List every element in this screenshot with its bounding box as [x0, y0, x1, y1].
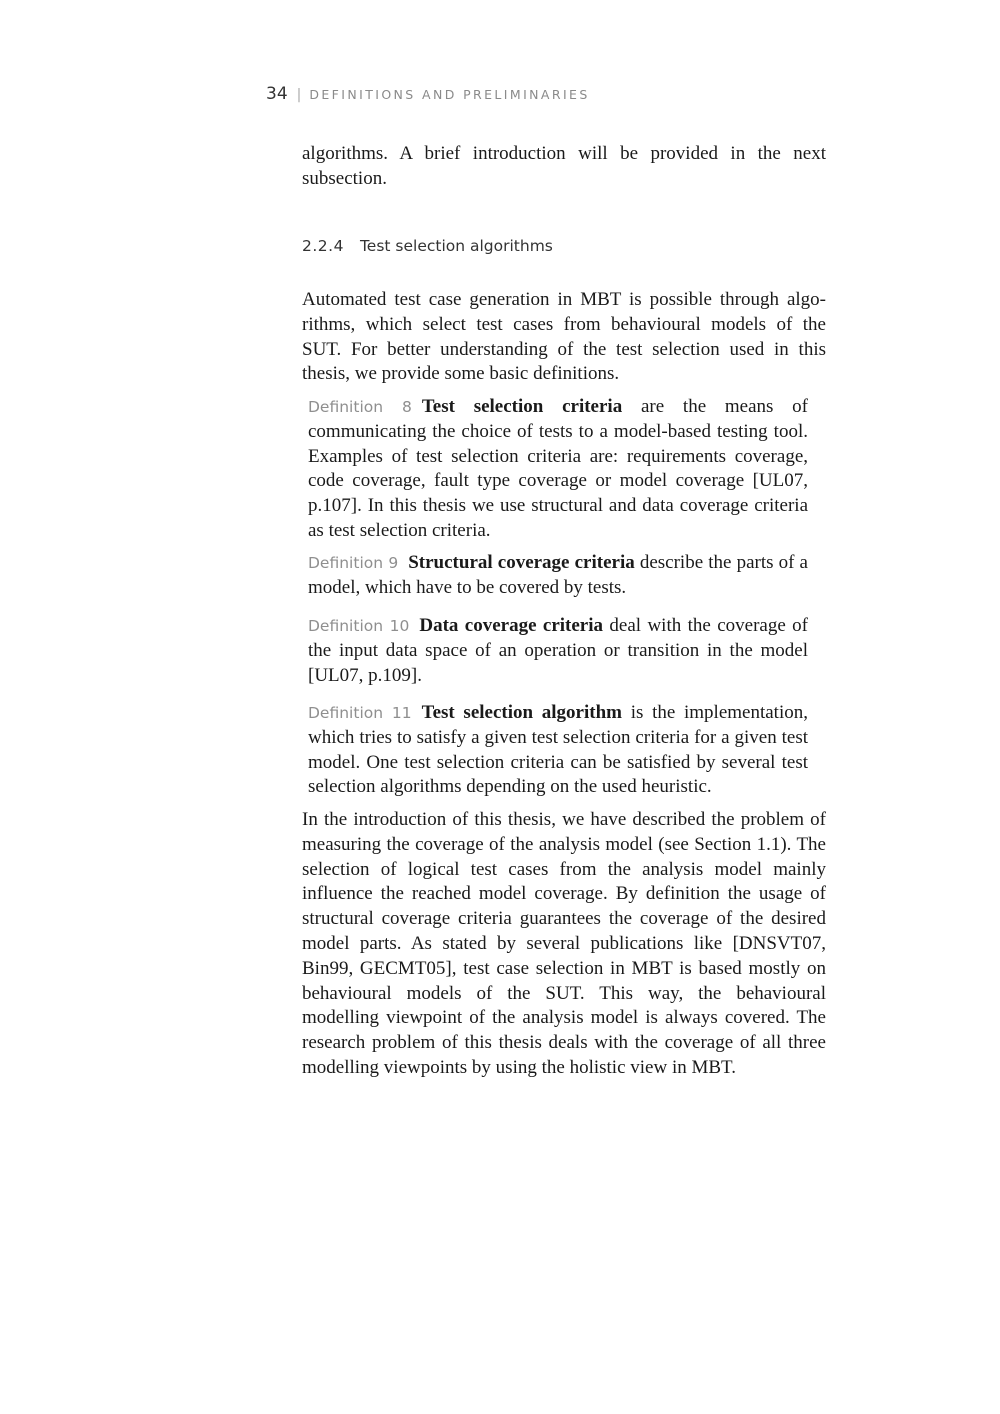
definition-term: Structural coverage criteria [408, 552, 635, 573]
header-separator: | [296, 87, 302, 103]
section-title: Test selection algorithms [359, 237, 553, 255]
definition-8 [308, 395, 808, 544]
definition-term: Data coverage criteria [419, 615, 604, 636]
definition-text: describe the parts of a model, which have to be covered by tests. [308, 552, 808, 598]
definition-text: deal with the coverage of the input data space of an operation or transition in the model [UL07, p.109]. [308, 615, 808, 686]
section-number: 2.2.4 [302, 237, 344, 255]
section-intro-line-4: thesis, we provide some basic definitions. [302, 363, 620, 385]
definition-label: Definition 8 [308, 398, 412, 416]
definition-term: Test selection criteria [421, 396, 623, 417]
section-intro-line-2: rithms, which select test cases from behavioural models of the [302, 313, 826, 335]
definition-10 [308, 614, 808, 688]
intro-line-1: algorithms. A brief introduction will be provided in the next [302, 143, 826, 164]
section-intro-line-1: Automated test case generation in MBT is possible through algo- [302, 289, 826, 310]
section-intro-paragraph [302, 288, 826, 387]
running-header [266, 84, 590, 104]
intro-line-2: subsection. [302, 167, 387, 189]
page-number: 34 [266, 84, 288, 104]
section-heading [302, 237, 553, 255]
closing-paragraph [302, 808, 826, 1081]
definition-9 [308, 551, 808, 601]
closing-paragraph-text: In the introduction of this thesis, we have described the problem of measuring the coverage of the analysis model (see Section 1.1). The selection of logical test cases from the analysis model mainly influence the reached model coverage. By definition the usage of structural coverage criteria guarantees the coverage of the desired model parts. As stated by several publications like [DNSVT07, Bin99, GECMT05], test case selection in MBT is based mostly on behavioural models of the SUT. This way, the behavioural modelling viewpoint of the analysis model is always covered. The research problem of this thesis deals with the coverage of all three modelling viewpoints by using the holistic view in MBT. [302, 809, 826, 1078]
chapter-title: DEFINITIONS AND PRELIMINARIES [309, 87, 590, 102]
definition-term: Test selection algorithm [421, 702, 622, 723]
definition-11 [308, 701, 808, 800]
definition-label: Definition 9 [308, 554, 399, 572]
definition-label: Definition 10 [308, 617, 410, 635]
definition-text: is the implementation, which tries to satisfy a given test selection criteria for a given test model. One test selection criteria can be satisfied by several test selection algorithms depending on the used heuristic. [308, 702, 808, 798]
definition-text: are the means of communicating the choice of tests to a model-based testing tool. Examples of test selection criteria are: requirements coverage, code coverage, fault type coverage or model coverage [UL07, p.107]. In this thesis we use structural and data coverage criteria as test selection criteria. [308, 396, 808, 541]
definition-label: Definition 11 [308, 704, 412, 722]
intro-continuation [302, 142, 826, 192]
section-intro-line-3: SUT. For better understanding of the test selection used in this [302, 338, 826, 360]
